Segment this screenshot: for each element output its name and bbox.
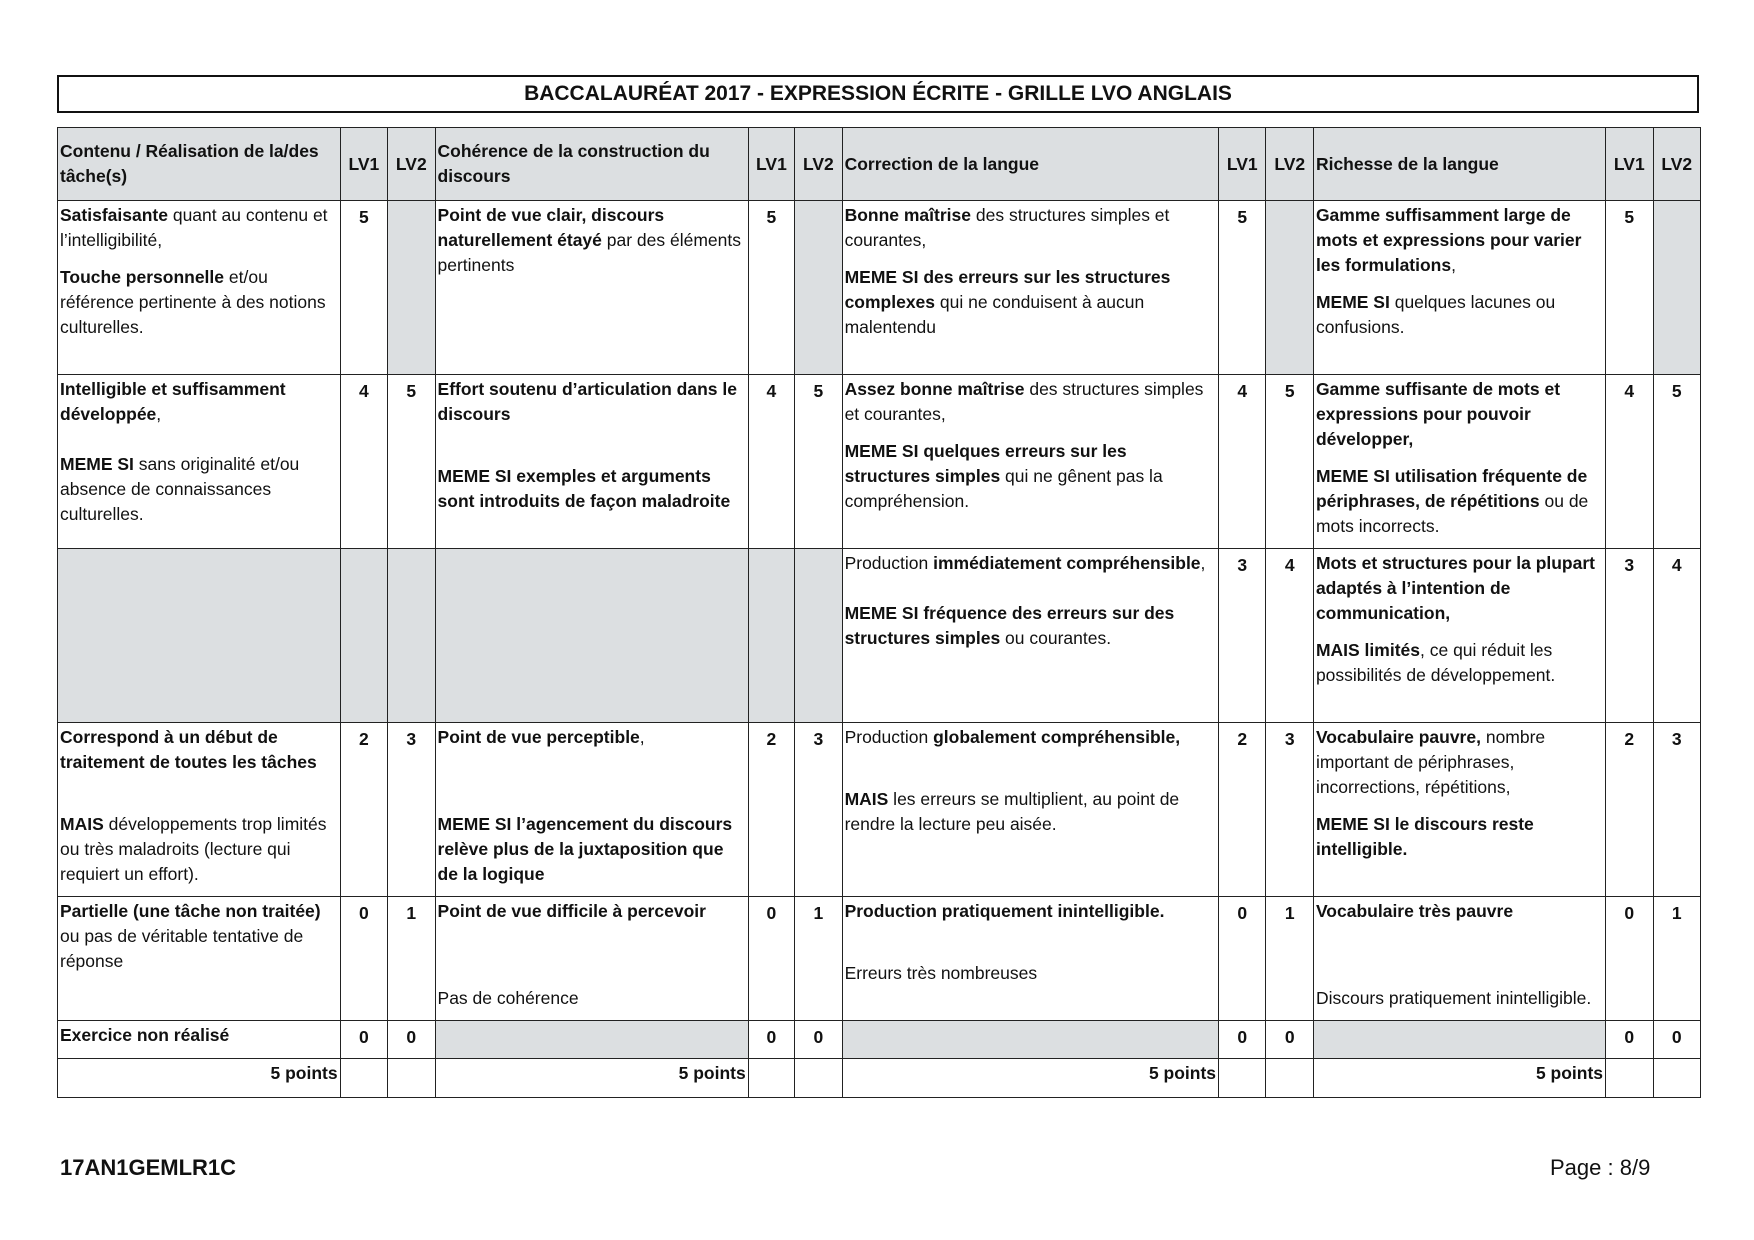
score: 0 [1219, 897, 1266, 1021]
grading-grid [57, 127, 1701, 1098]
score: 0 [748, 897, 794, 1021]
table-row [58, 201, 1701, 375]
cell-correction: Bonne maîtrise des structures simples et courantes, MEME SI des erreurs sur les structures complexes qui ne conduisent à aucun malentendu [842, 201, 1218, 375]
cell-richesse: Gamme suffisamment large de mots et expressions pour varier les formulations, MEME SI quelques lacunes ou confusions. [1313, 201, 1605, 375]
cell-content: Exercice non réalisé [58, 1021, 341, 1059]
header-lv2: LV2 [795, 128, 842, 201]
empty-cell [58, 549, 341, 723]
empty-cell [842, 1021, 1218, 1059]
cell-correction: Production globalement compréhensible, MAIS les erreurs se multiplient, au point de rendre la lecture peu aisée. [842, 723, 1218, 897]
table-row [58, 897, 1701, 1021]
total-richesse: 5 points [1313, 1059, 1605, 1098]
score: 4 [1266, 549, 1313, 723]
score: 1 [1266, 897, 1313, 1021]
empty-cell [388, 1059, 435, 1098]
score: 2 [1219, 723, 1266, 897]
table-row [58, 375, 1701, 549]
header-lv2: LV2 [1266, 128, 1313, 201]
empty-cell [388, 549, 435, 723]
header-correction: Correction de la langue [842, 128, 1218, 201]
table-row [58, 549, 1701, 723]
header-lv1: LV1 [1606, 128, 1653, 201]
score: 2 [340, 723, 387, 897]
score: 0 [1219, 1021, 1266, 1059]
empty-cell [435, 549, 748, 723]
score: 1 [388, 897, 435, 1021]
score: 3 [388, 723, 435, 897]
score: 0 [1653, 1021, 1701, 1059]
score: 0 [795, 1021, 842, 1059]
empty-cell [1653, 1059, 1701, 1098]
header-lv1: LV1 [340, 128, 387, 201]
score: 0 [1606, 897, 1653, 1021]
empty-cell [1266, 1059, 1313, 1098]
document-code: 17AN1GEMLR1C [60, 1155, 237, 1180]
page-title: BACCALAURÉAT 2017 - EXPRESSION ÉCRITE - GRILLE LVO ANGLAIS [57, 75, 1699, 113]
score: 5 [1653, 375, 1701, 549]
score: 5 [1219, 201, 1266, 375]
empty-cell [340, 1059, 387, 1098]
score: 3 [795, 723, 842, 897]
score: 5 [795, 375, 842, 549]
cell-coherence: Effort soutenu d’articulation dans le discours MEME SI exemples et arguments sont introduits de façon maladroite [435, 375, 748, 549]
header-lv1: LV1 [748, 128, 794, 201]
score: 3 [1653, 723, 1701, 897]
score: 4 [1606, 375, 1653, 549]
score: 3 [1606, 549, 1653, 723]
cell-coherence: Point de vue perceptible, MEME SI l’agencement du discours relève plus de la juxtaposition que de la logique [435, 723, 748, 897]
score: 3 [1219, 549, 1266, 723]
score: 4 [748, 375, 794, 549]
total-coherence: 5 points [435, 1059, 748, 1098]
table-row [58, 723, 1701, 897]
empty-cell [1606, 1059, 1653, 1098]
score: 0 [748, 1021, 794, 1059]
score: 0 [388, 1021, 435, 1059]
score: 0 [1606, 1021, 1653, 1059]
header-lv2: LV2 [1653, 128, 1701, 201]
empty-cell [1219, 1059, 1266, 1098]
score: 0 [340, 897, 387, 1021]
header-lv1: LV1 [1219, 128, 1266, 201]
empty-cell [435, 1021, 748, 1059]
score: 4 [1653, 549, 1701, 723]
score: 3 [1266, 723, 1313, 897]
cell-correction: Assez bonne maîtrise des structures simples et courantes, MEME SI quelques erreurs sur les structures simples qui ne gênent pas la compréhension. [842, 375, 1218, 549]
score: 2 [748, 723, 794, 897]
table-row [58, 1021, 1701, 1059]
score: 4 [1219, 375, 1266, 549]
score: 0 [340, 1021, 387, 1059]
empty-cell [1313, 1021, 1605, 1059]
cell-correction: Production pratiquement inintelligible. Erreurs très nombreuses [842, 897, 1218, 1021]
header-row [58, 128, 1701, 201]
score: 5 [1606, 201, 1653, 375]
score: 5 [388, 375, 435, 549]
cell-correction: Production immédiatement compréhensible, MEME SI fréquence des erreurs sur des structures simples ou courantes. [842, 549, 1218, 723]
empty-cell [1653, 201, 1701, 375]
total-row [58, 1059, 1701, 1098]
empty-cell [388, 201, 435, 375]
empty-cell [340, 549, 387, 723]
cell-content: Partielle (une tâche non traitée) ou pas de véritable tentative de réponse [58, 897, 341, 1021]
score: 1 [795, 897, 842, 1021]
score: 1 [1653, 897, 1701, 1021]
score: 5 [1266, 375, 1313, 549]
cell-coherence: Point de vue clair, discours naturellement étayé par des éléments pertinents [435, 201, 748, 375]
cell-coherence: Point de vue difficile à percevoir Pas de cohérence [435, 897, 748, 1021]
header-coherence: Cohérence de la construction du discours [435, 128, 748, 201]
cell-richesse: Mots et structures pour la plupart adaptés à l’intention de communication, MAIS limités, ce qui réduit les possibilités de développement. [1313, 549, 1605, 723]
cell-content: Satisfaisante quant au contenu et l’intelligibilité, Touche personnelle et/ou référence pertinente à des notions culturelles. [58, 201, 341, 375]
total-correction: 5 points [842, 1059, 1218, 1098]
score: 4 [340, 375, 387, 549]
cell-richesse: Vocabulaire pauvre, nombre important de périphrases, incorrections, répétitions, MEME SI le discours reste intelligible. [1313, 723, 1605, 897]
empty-cell [795, 549, 842, 723]
score: 0 [1266, 1021, 1313, 1059]
cell-content: Correspond à un début de traitement de toutes les tâches MAIS développements trop limités ou très maladroits (lecture qui requiert un effort). [58, 723, 341, 897]
total-content: 5 points [58, 1059, 341, 1098]
header-richesse: Richesse de la langue [1313, 128, 1605, 201]
empty-cell [748, 549, 794, 723]
empty-cell [1266, 201, 1313, 375]
cell-richesse: Vocabulaire très pauvre Discours pratiquement inintelligible. [1313, 897, 1605, 1021]
empty-cell [795, 1059, 842, 1098]
empty-cell [748, 1059, 794, 1098]
header-lv2: LV2 [388, 128, 435, 201]
score: 5 [748, 201, 794, 375]
cell-content: Intelligible et suffisamment développée, MEME SI sans originalité et/ou absence de connaissances culturelles. [58, 375, 341, 549]
cell-richesse: Gamme suffisante de mots et expressions pour pouvoir développer, MEME SI utilisation fréquente de périphrases, de répétitions ou de mots incorrects. [1313, 375, 1605, 549]
score: 5 [340, 201, 387, 375]
page-number: Page : 8/9 [1550, 1155, 1651, 1180]
score: 2 [1606, 723, 1653, 897]
empty-cell [795, 201, 842, 375]
header-content: Contenu / Réalisation de la/des tâche(s) [58, 128, 341, 201]
